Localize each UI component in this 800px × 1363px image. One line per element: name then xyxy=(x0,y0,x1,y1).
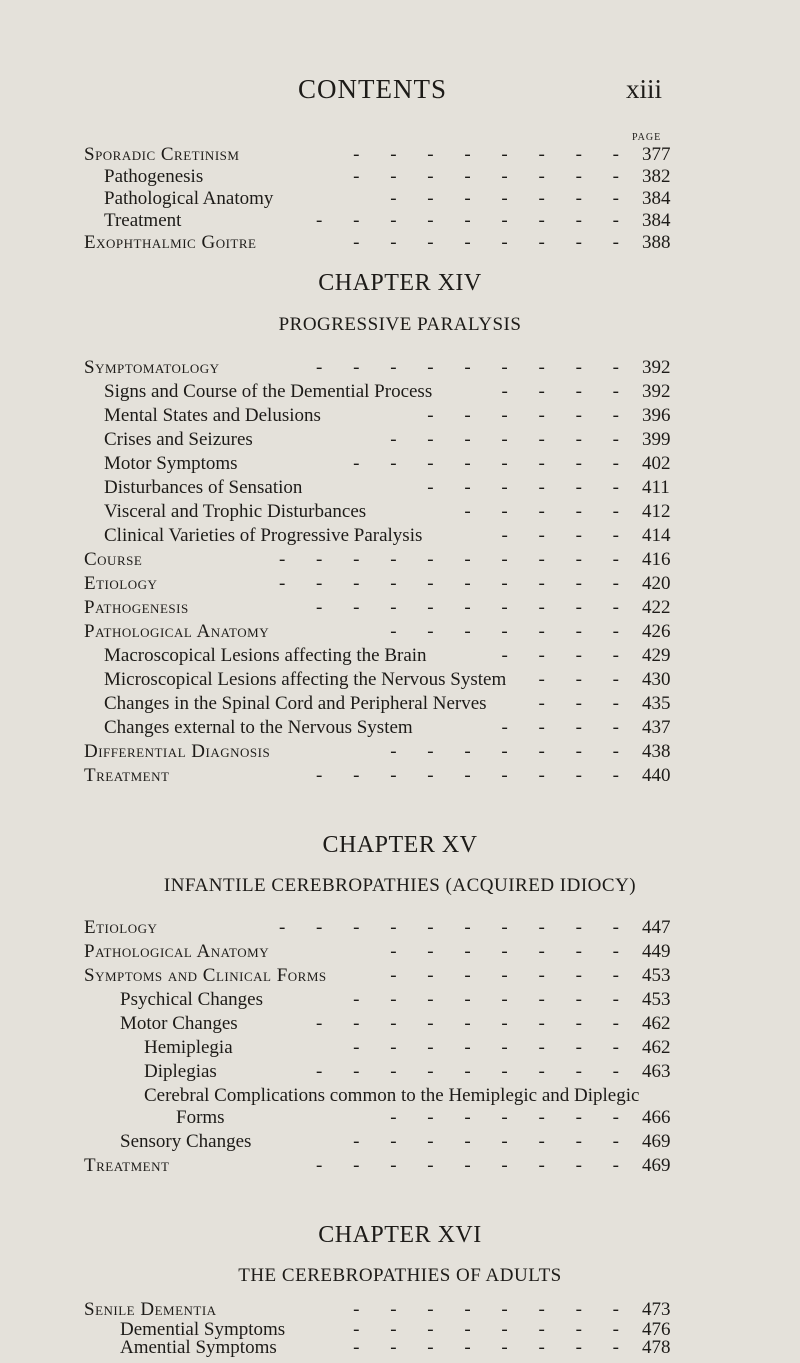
leader-dots: - - - - - - - - - xyxy=(316,1155,632,1176)
toc-entry-page: 402 xyxy=(642,453,671,474)
leader-dots: - - - - xyxy=(501,525,632,546)
leader-dots: - - - - - - - - - - xyxy=(278,549,632,570)
toc-entry-page: 435 xyxy=(642,693,671,714)
toc-entry xyxy=(0,1130,800,1154)
leader-dots: - - - - - - - - xyxy=(353,1299,632,1320)
toc-entry-page: 476 xyxy=(642,1319,671,1340)
toc-entry-label: Course xyxy=(84,549,143,570)
toc-entry xyxy=(0,1154,800,1178)
toc-entry-page: 447 xyxy=(642,917,671,938)
leader-dots: - - - - - - xyxy=(427,477,632,498)
toc-entry xyxy=(0,231,800,255)
leader-dots: - - - - - - - - - xyxy=(316,210,632,231)
toc-entry xyxy=(0,187,800,211)
toc-entry-label: Macroscopical Lesions affecting the Brain xyxy=(104,645,427,666)
chapter-subtitle: INFANTILE CEREBROPATHIES (ACQUIRED IDIOCY) xyxy=(163,875,637,896)
toc-entry xyxy=(0,356,800,380)
toc-entry-label: Diplegias xyxy=(144,1061,217,1082)
toc-entry-page: 453 xyxy=(642,989,671,1010)
leader-dots: - - - - - - - - - xyxy=(316,1061,632,1082)
running-head-title: CONTENTS xyxy=(298,74,447,104)
running-head xyxy=(0,74,800,108)
toc-entry-page: 382 xyxy=(642,166,671,187)
leader-dots: - - - - - - - xyxy=(390,429,632,450)
toc-entry-label: Cerebral Complications common to the Hemiplegic and Diplegic xyxy=(144,1085,640,1106)
leader-dots: - - - - - xyxy=(464,501,632,522)
leader-dots: - - - - xyxy=(501,381,632,402)
toc-entry xyxy=(0,380,800,404)
leader-dots: - - - - - - - xyxy=(390,621,632,642)
chapter-heading: CHAPTER XIV xyxy=(318,270,482,296)
toc-entry-label: Senile Dementia xyxy=(84,1299,217,1320)
toc-entry-page: 449 xyxy=(642,941,671,962)
toc-entry-page: 411 xyxy=(642,477,670,498)
leader-dots: - - - - - - - - - - xyxy=(278,573,632,594)
toc-entry xyxy=(0,1060,800,1084)
toc-entry-label: Pathogenesis xyxy=(104,166,204,187)
toc-entry xyxy=(0,1036,800,1060)
leader-dots: - - - - - - xyxy=(427,405,632,426)
toc-entry xyxy=(0,764,800,788)
toc-entry xyxy=(0,964,800,988)
toc-entry xyxy=(0,452,800,476)
toc-entry xyxy=(0,596,800,620)
leader-dots: - - - - - - - xyxy=(390,1107,632,1128)
toc-entry-label: Mental States and Delusions xyxy=(104,405,321,426)
toc-entry-page: 429 xyxy=(642,645,671,666)
toc-entry xyxy=(0,716,800,740)
toc-entry-page: 440 xyxy=(642,765,671,786)
leader-dots: - - - - - - - - xyxy=(353,232,632,253)
toc-entry-label: Forms xyxy=(176,1107,225,1128)
toc-entry-page: 414 xyxy=(642,525,671,546)
leader-dots: - - - xyxy=(538,669,632,690)
toc-entry xyxy=(0,524,800,548)
toc-entry-page: 384 xyxy=(642,188,671,209)
toc-entry-page: 473 xyxy=(642,1299,671,1320)
leader-dots: - - - - - - - xyxy=(390,965,632,986)
toc-entry xyxy=(0,668,800,692)
toc-entry xyxy=(0,620,800,644)
leader-dots: - - - - - - - - xyxy=(353,453,632,474)
leader-dots: - - - - - - - - - xyxy=(316,597,632,618)
leader-dots: - - - - - - - - - - xyxy=(278,917,632,938)
page-column-label: PAGE xyxy=(632,132,662,143)
toc-entry-page: 422 xyxy=(642,597,671,618)
toc-entry-label: Clinical Varieties of Progressive Paralysis xyxy=(104,525,423,546)
leader-dots: - - - - - - - - xyxy=(353,1337,632,1358)
toc-entry-label: Sensory Changes xyxy=(120,1131,252,1152)
toc-entry-page: 377 xyxy=(642,144,671,165)
toc-entry-label: Etiology xyxy=(84,917,158,938)
toc-entry xyxy=(0,1106,800,1130)
toc-entry-label: Symptomatology xyxy=(84,357,220,378)
toc-entry xyxy=(0,548,800,572)
toc-entry-label: Microscopical Lesions affecting the Nervous System xyxy=(104,669,507,690)
toc-entry-page: 412 xyxy=(642,501,671,522)
leader-dots: - - - - - - - xyxy=(390,741,632,762)
toc-entry-label: Signs and Course of the Demential Process xyxy=(104,381,433,402)
toc-entry-page: 430 xyxy=(642,669,671,690)
toc-entry-label: Etiology xyxy=(84,573,158,594)
toc-entry-label: Symptoms and Clinical Forms xyxy=(84,965,327,986)
toc-entry-page: 437 xyxy=(642,717,671,738)
toc-entry xyxy=(0,404,800,428)
toc-entry-page: 478 xyxy=(642,1337,671,1358)
leader-dots: - - - - - - - - xyxy=(353,1131,632,1152)
chapter-heading: CHAPTER XV xyxy=(322,832,478,858)
toc-entry xyxy=(0,940,800,964)
toc-entry-page: 438 xyxy=(642,741,671,762)
toc-entry-label: Changes external to the Nervous System xyxy=(104,717,413,738)
toc-entry xyxy=(0,165,800,189)
toc-entry xyxy=(0,988,800,1012)
leader-dots: - - - xyxy=(538,693,632,714)
toc-entry-page: 469 xyxy=(642,1131,671,1152)
toc-entry xyxy=(0,644,800,668)
toc-entry-page: 466 xyxy=(642,1107,671,1128)
toc-entry-label: Disturbances of Sensation xyxy=(104,477,303,498)
leader-dots: - - - - - - - - - xyxy=(316,1013,632,1034)
leader-dots: - - - - - - - - xyxy=(353,144,632,165)
leader-dots: - - - - - - - - xyxy=(353,1319,632,1340)
running-head-page-number: xiii xyxy=(626,74,663,104)
toc-entry-page: 463 xyxy=(642,1061,671,1082)
toc-entry-label: Hemiplegia xyxy=(144,1037,233,1058)
toc-entry-page: 416 xyxy=(642,549,671,570)
toc-entry-label: Changes in the Spinal Cord and Peripheral Nerves xyxy=(104,693,487,714)
toc-entry-label: Pathological Anatomy xyxy=(84,621,270,642)
toc-entry-label: Psychical Changes xyxy=(120,989,264,1010)
leader-dots: - - - - xyxy=(501,717,632,738)
toc-entry-page: 392 xyxy=(642,381,671,402)
toc-entry-page: 384 xyxy=(642,210,671,231)
leader-dots: - - - - - - - xyxy=(390,188,632,209)
toc-entry-label: Motor Symptoms xyxy=(104,453,238,474)
leader-dots: - - - - - - - - xyxy=(353,1037,632,1058)
toc-entry xyxy=(0,143,800,167)
toc-entry-page: 426 xyxy=(642,621,671,642)
toc-entry xyxy=(0,740,800,764)
toc-entry xyxy=(0,1084,800,1108)
chapter-subtitle: PROGRESSIVE PARALYSIS xyxy=(278,314,522,335)
chapter-heading: CHAPTER XVI xyxy=(318,1222,482,1248)
leader-dots: - - - - - - - xyxy=(390,941,632,962)
toc-entry-page: 399 xyxy=(642,429,671,450)
toc-entry-label: Treatment xyxy=(104,210,182,231)
toc-entry-label: Treatment xyxy=(84,765,170,786)
toc-entry xyxy=(0,428,800,452)
toc-entry-label: Treatment xyxy=(84,1155,170,1176)
toc-entry-page: 453 xyxy=(642,965,671,986)
toc-entry-label: Pathological Anatomy xyxy=(84,941,270,962)
toc-entry-page: 396 xyxy=(642,405,671,426)
toc-entry xyxy=(0,1336,800,1360)
toc-entry-label: Demential Symptoms xyxy=(120,1319,286,1340)
leader-dots: - - - - xyxy=(501,645,632,666)
toc-entry xyxy=(0,1012,800,1036)
toc-entry-label: Amential Symptoms xyxy=(120,1337,277,1358)
toc-entry xyxy=(0,476,800,500)
toc-entry-label: Visceral and Trophic Disturbances xyxy=(104,501,367,522)
toc-entry-label: Sporadic Cretinism xyxy=(84,144,240,165)
toc-entry xyxy=(0,572,800,596)
toc-entry-page: 392 xyxy=(642,357,671,378)
leader-dots: - - - - - - - - xyxy=(353,989,632,1010)
toc-entry xyxy=(0,500,800,524)
leader-dots: - - - - - - - - - xyxy=(316,765,632,786)
toc-entry-page: 388 xyxy=(642,232,671,253)
leader-dots: - - - - - - - - xyxy=(353,166,632,187)
toc-entry-page: 462 xyxy=(642,1013,671,1034)
toc-entry-label: Motor Changes xyxy=(120,1013,238,1034)
toc-entry-page: 462 xyxy=(642,1037,671,1058)
toc-entry-label: Pathogenesis xyxy=(84,597,189,618)
toc-entry-label: Exophthalmic Goitre xyxy=(84,232,257,253)
toc-entry-label: Pathological Anatomy xyxy=(104,188,274,209)
toc-entry xyxy=(0,916,800,940)
toc-entry xyxy=(0,692,800,716)
toc-entry-label: Differential Diagnosis xyxy=(84,741,271,762)
chapter-subtitle: THE CEREBROPATHIES OF ADULTS xyxy=(238,1265,562,1286)
toc-entry xyxy=(0,209,800,233)
toc-entry-page: 469 xyxy=(642,1155,671,1176)
toc-entry-label: Crises and Seizures xyxy=(104,429,253,450)
leader-dots: - - - - - - - - - xyxy=(316,357,632,378)
toc-entry-page: 420 xyxy=(642,573,671,594)
